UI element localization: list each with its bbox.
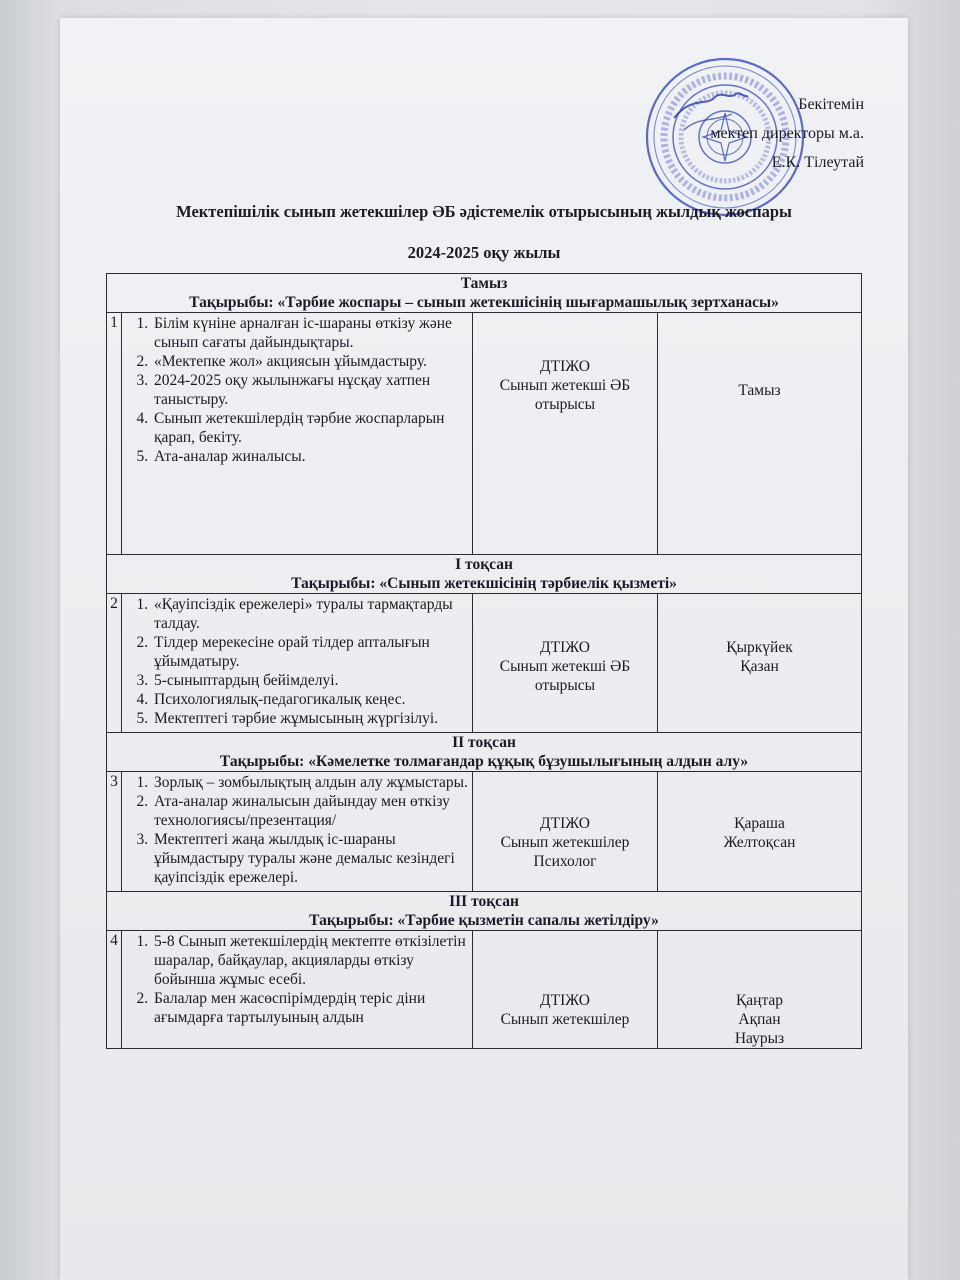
academic-year: 2024-2025 оқу жылы [407,243,561,262]
section-topic: Тақырыбы: «Тәрбие қызметін сапалы жетілдіру» [309,912,659,929]
section-topic: Тақырыбы: «Сынып жетекшісінің тәрбиелік қызметі» [291,575,677,592]
section-header-row [107,892,862,931]
responsible-line: ДТІЖО [540,815,590,832]
section-header [107,555,862,594]
section-header [107,733,862,772]
term-line: Қаңтар [735,992,784,1009]
list-item: 4. Психологиялық-педагогикалық кеңес. [152,690,472,709]
list-item: 1. Зорлық – зомбылықтың алдын алу жұмыстары. [152,773,472,792]
section-period: Тамыз [460,275,508,292]
section-topic: Тақырыбы: «Кәмелетке толмағандар құқық бұзушылығының алдын алу» [219,753,749,770]
table-row [107,594,862,733]
section-topic: Тақырыбы: «Тәрбие жоспары – сынып жетекшісінің шығармашылық зертханасы» [189,294,779,311]
row-number: 4 [107,931,122,1049]
activity-list [122,773,472,887]
row-number: 3 [107,772,122,892]
row-number: 2 [107,594,122,733]
list-item: 4. Сынып жетекшілердің тәрбие жоспарларын қарап, бекіту. [152,409,472,447]
responsible-line: ДТІЖО [540,639,590,656]
activity-list [122,932,472,1027]
list-item: 1. 5-8 Сынып жетекшілердің мектепте өткізілетін шаралар, байқаулар, акцияларды өткізу бойынша жұмыс есебі. [152,932,472,989]
row-number: 1 [107,313,122,555]
list-item: 1. Білім күніне арналған іс-шараны өткізу және сынып сағаты дайындықтары. [152,314,472,352]
responsible-line: Сынып жетекшілер [500,834,630,851]
list-item: 1. «Қауіпсіздік ережелері» туралы тармақтарды талдау. [152,595,472,633]
term-line: Тамыз [738,382,781,399]
term-line: Қыркүйек [726,639,793,656]
list-item: 2. Ата-аналар жиналысын дайындау мен өткізу технологиясы/презентация/ [152,792,472,830]
list-item: 5. Ата-аналар жиналысы. [152,447,472,466]
list-item: 2. «Мектепке жол» акциясын ұйымдастыру. [152,352,472,371]
responsible-line: ДТІЖО [540,358,590,375]
table-row [107,931,862,1049]
section-header-row [107,555,862,594]
activity-list [122,595,472,728]
table-row [107,772,862,892]
responsible-line: Сынып жетекшілер [500,1011,630,1028]
term-line: Қараша [734,815,785,832]
approval-line-3: Е.К. Тілеутай [771,154,864,171]
section-period: ІІІ тоқсан [449,893,519,910]
activity-list [122,314,472,466]
term-cell [658,313,862,555]
activity-cell [122,313,473,555]
section-header-row [107,733,862,772]
responsible-line: ДТІЖО [540,992,590,1009]
activity-cell [122,594,473,733]
term-cell [658,931,862,1049]
section-header [107,892,862,931]
responsible-line: Сынып жетекші ӘБ отырысы [499,658,631,694]
section-period: І тоқсан [455,556,513,573]
table-row [107,313,862,555]
list-item: 2. Тілдер мерекесіне орай тілдер апталығын ұйымдатыру. [152,633,472,671]
responsible-cell [473,772,658,892]
responsible-cell [473,313,658,555]
term-line: Желтоқсан [723,834,796,851]
term-line: Қазан [740,658,779,675]
approval-block [710,90,864,177]
section-period: ІІ тоқсан [452,734,516,751]
term-cell [658,772,862,892]
list-item: 5. Мектептегі тәрбие жұмысының жүргізілуі. [152,709,472,728]
list-item: 2. Балалар мен жасөспірімдердің теріс діни ағымдарға тартылуының алдын [152,989,472,1027]
list-item: 3. 2024-2025 оқу жылынжағы нұсқау хатпен таныстыру. [152,371,472,409]
responsible-line: Сынып жетекші ӘБ отырысы [499,377,631,413]
responsible-cell [473,594,658,733]
approval-line-2: мектеп директоры м.а. [710,125,864,142]
list-item: 3. 5-сыныптардың бейімделуі. [152,671,472,690]
term-line: Наурыз [734,1030,785,1047]
term-line: Ақпан [738,1011,781,1028]
responsible-cell [473,931,658,1049]
responsible-line: Психолог [533,853,597,870]
list-item: 3. Мектептегі жаңа жылдық іс-шараны ұйымдастыру туралы және демалыс кезіндегі қауіпсіздік ережелері. [152,830,472,887]
term-cell [658,594,862,733]
approval-line-1: Бекітемін [798,96,864,113]
section-header [107,274,862,313]
document-title: Мектепішілік сынып жетекшілер ӘБ әдістемелік отырысының жылдық жоспары [176,202,792,221]
plan-table [106,273,862,1049]
activity-cell [122,931,473,1049]
activity-cell [122,772,473,892]
section-header-row [107,274,862,313]
